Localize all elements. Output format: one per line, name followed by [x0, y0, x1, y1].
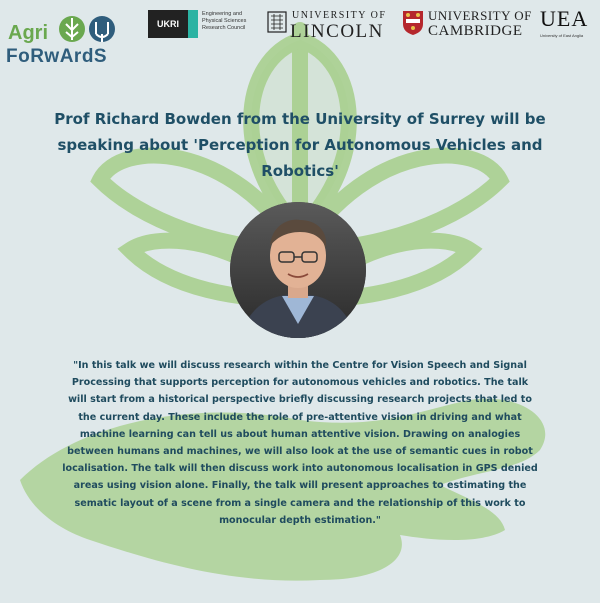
speaker-portrait: [230, 202, 366, 338]
agri-logo-word: Agri: [8, 22, 48, 44]
ukri-stripe: [188, 10, 198, 38]
logo-header: [0, 0, 600, 70]
agri-leaf-icons: [58, 12, 118, 46]
uea-subtitle: University of East Anglia: [540, 33, 584, 38]
lincoln-crest-icon: [266, 10, 288, 36]
lincoln-line1: UNIVERSITY OF: [292, 10, 387, 21]
cambridge-shield-icon: [402, 10, 424, 36]
university-of-cambridge-logo: [402, 6, 532, 42]
ukri-badge: UKRI: [148, 10, 188, 38]
lincoln-line2: LINCOLN: [290, 21, 384, 42]
event-headline: Prof Richard Bowden from the University of Surrey will be speaking about 'Perception for Autonomous Vehicles and Robotics': [54, 110, 546, 180]
ukri-epsrc-logo: [148, 10, 258, 40]
uea-mark: UEA: [540, 6, 589, 31]
cambridge-line1: UNIVERSITY OF: [428, 8, 532, 23]
forwards-logo-word: FoRwArdS: [6, 46, 108, 67]
cambridge-line2: CAMBRIDGE: [428, 23, 523, 39]
agriforwards-logo: [6, 8, 118, 68]
speaker-photo-icon: [230, 202, 366, 338]
talk-abstract: "In this talk we will discuss research within the Centre for Vision Speech and Signal Processing that supports perception for autonomous vehicles and robotics. The talk will start from a historical perspective briefly discussing research projects that led to the current day. These include the role of pre-attentive vision in driving and what machine learning can tell us about human attentive vision. Drawing on analogies between humans and machines, we will also look at the use of semantic cues in robot localisation. The talk will then discuss work into autonomous localisation in GPS denied areas using vision alone. Finally, the talk will present approaches to estimating the sematic layout of a scene from a single camera and the relationship of this work to monocular depth estimation.": [62, 360, 538, 526]
epsrc-text: Engineering and Physical Sciences Research Council: [202, 11, 247, 31]
uea-logo: [540, 6, 598, 42]
university-of-lincoln-logo: [266, 6, 396, 42]
